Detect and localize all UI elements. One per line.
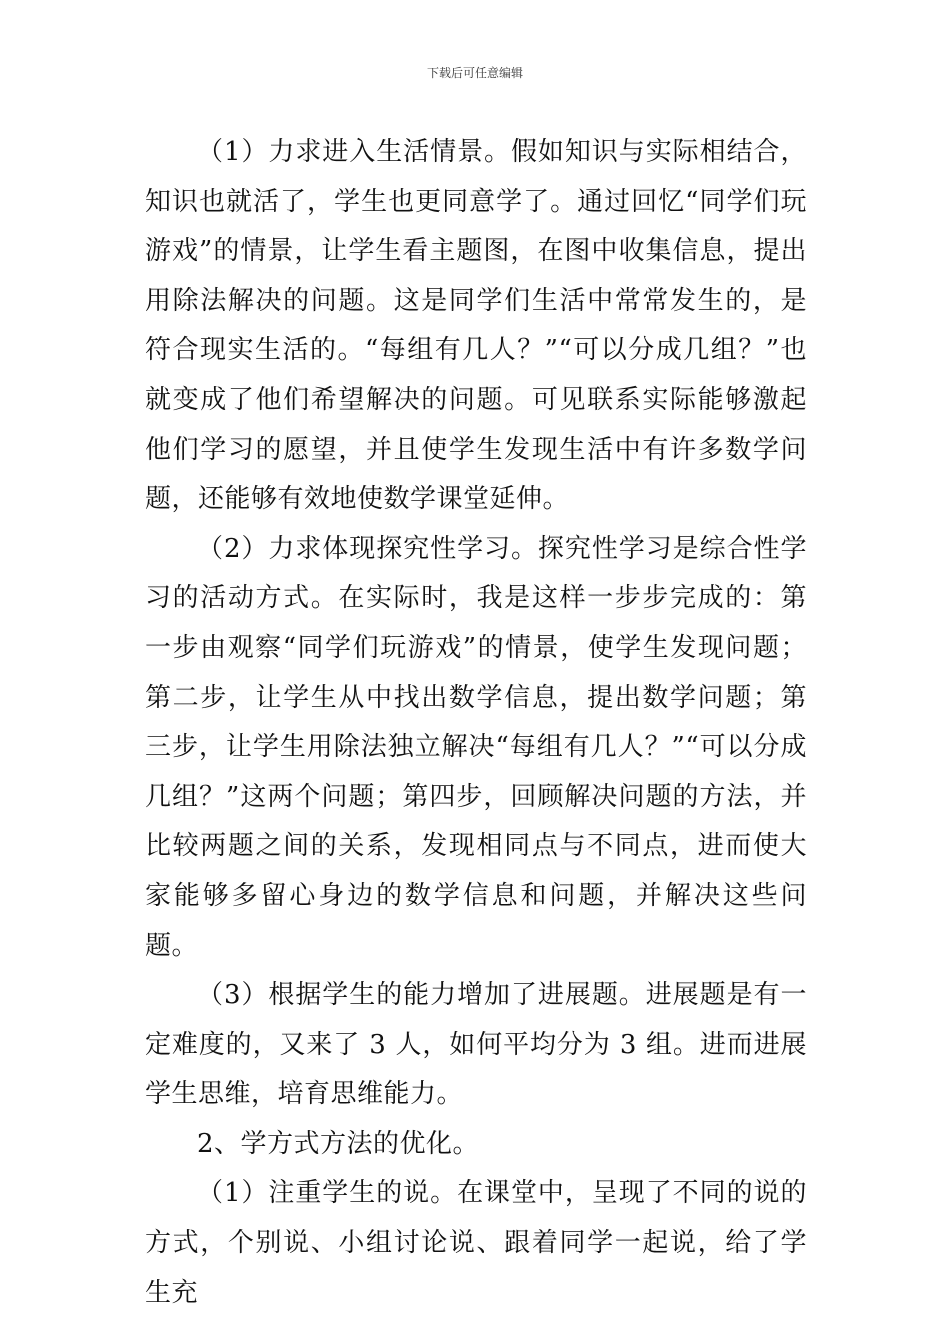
section-heading: 2、学方式方法的优化。: [197, 1128, 480, 1159]
paragraph-1: （1）力求进入生活情景。假如知识与实际相结合，知识也就活了，学生也更同意学了。通过回忆“同学们玩游戏”的情景，让学生看主题图，在图中收集信息，提出用除法解决的问题。这是同学们生活中常常发生的，是符合现实生活的。“每组有几人？”“可以分成几组？”也就变成了他们希望解决的问题。可见联系实际能够激起他们学习的愿望，并且使学生发现生活中有许多数学问题，还能够有效地使数学课堂延伸。: [145, 137, 807, 515]
paragraph-3: （3）根据学生的能力增加了进展题。进展题是有一定难度的，又来了 3 人，如何平均分为 3 组。进而进展学生思维，培育思维能力。: [145, 980, 807, 1110]
paragraph-2: （2）力求体现探究性学习。探究性学习是综合性学习的活动方式。在实际时，我是这样一步步完成的：第一步由观察“同学们玩游戏”的情景，使学生发现问题；第二步，让学生从中找出数学信息，提出数学问题；第三步，让学生用除法独立解决“每组有几人？”“可以分成几组？”这两个问题；第四步，回顾解决问题的方法，并比较两题之间的关系，发现相同点与不同点，进而使大家能够多留心身边的数学信息和问题，并解决这些问题。: [145, 533, 807, 961]
paragraph-4: （1）注重学生的说。在课堂中，呈现了不同的说的方式，个别说、小组讨论说、跟着同学一起说，给了学生充: [145, 1178, 807, 1308]
document-body: [145, 128, 807, 1318]
page-header: 下载后可任意编辑: [426, 66, 523, 80]
